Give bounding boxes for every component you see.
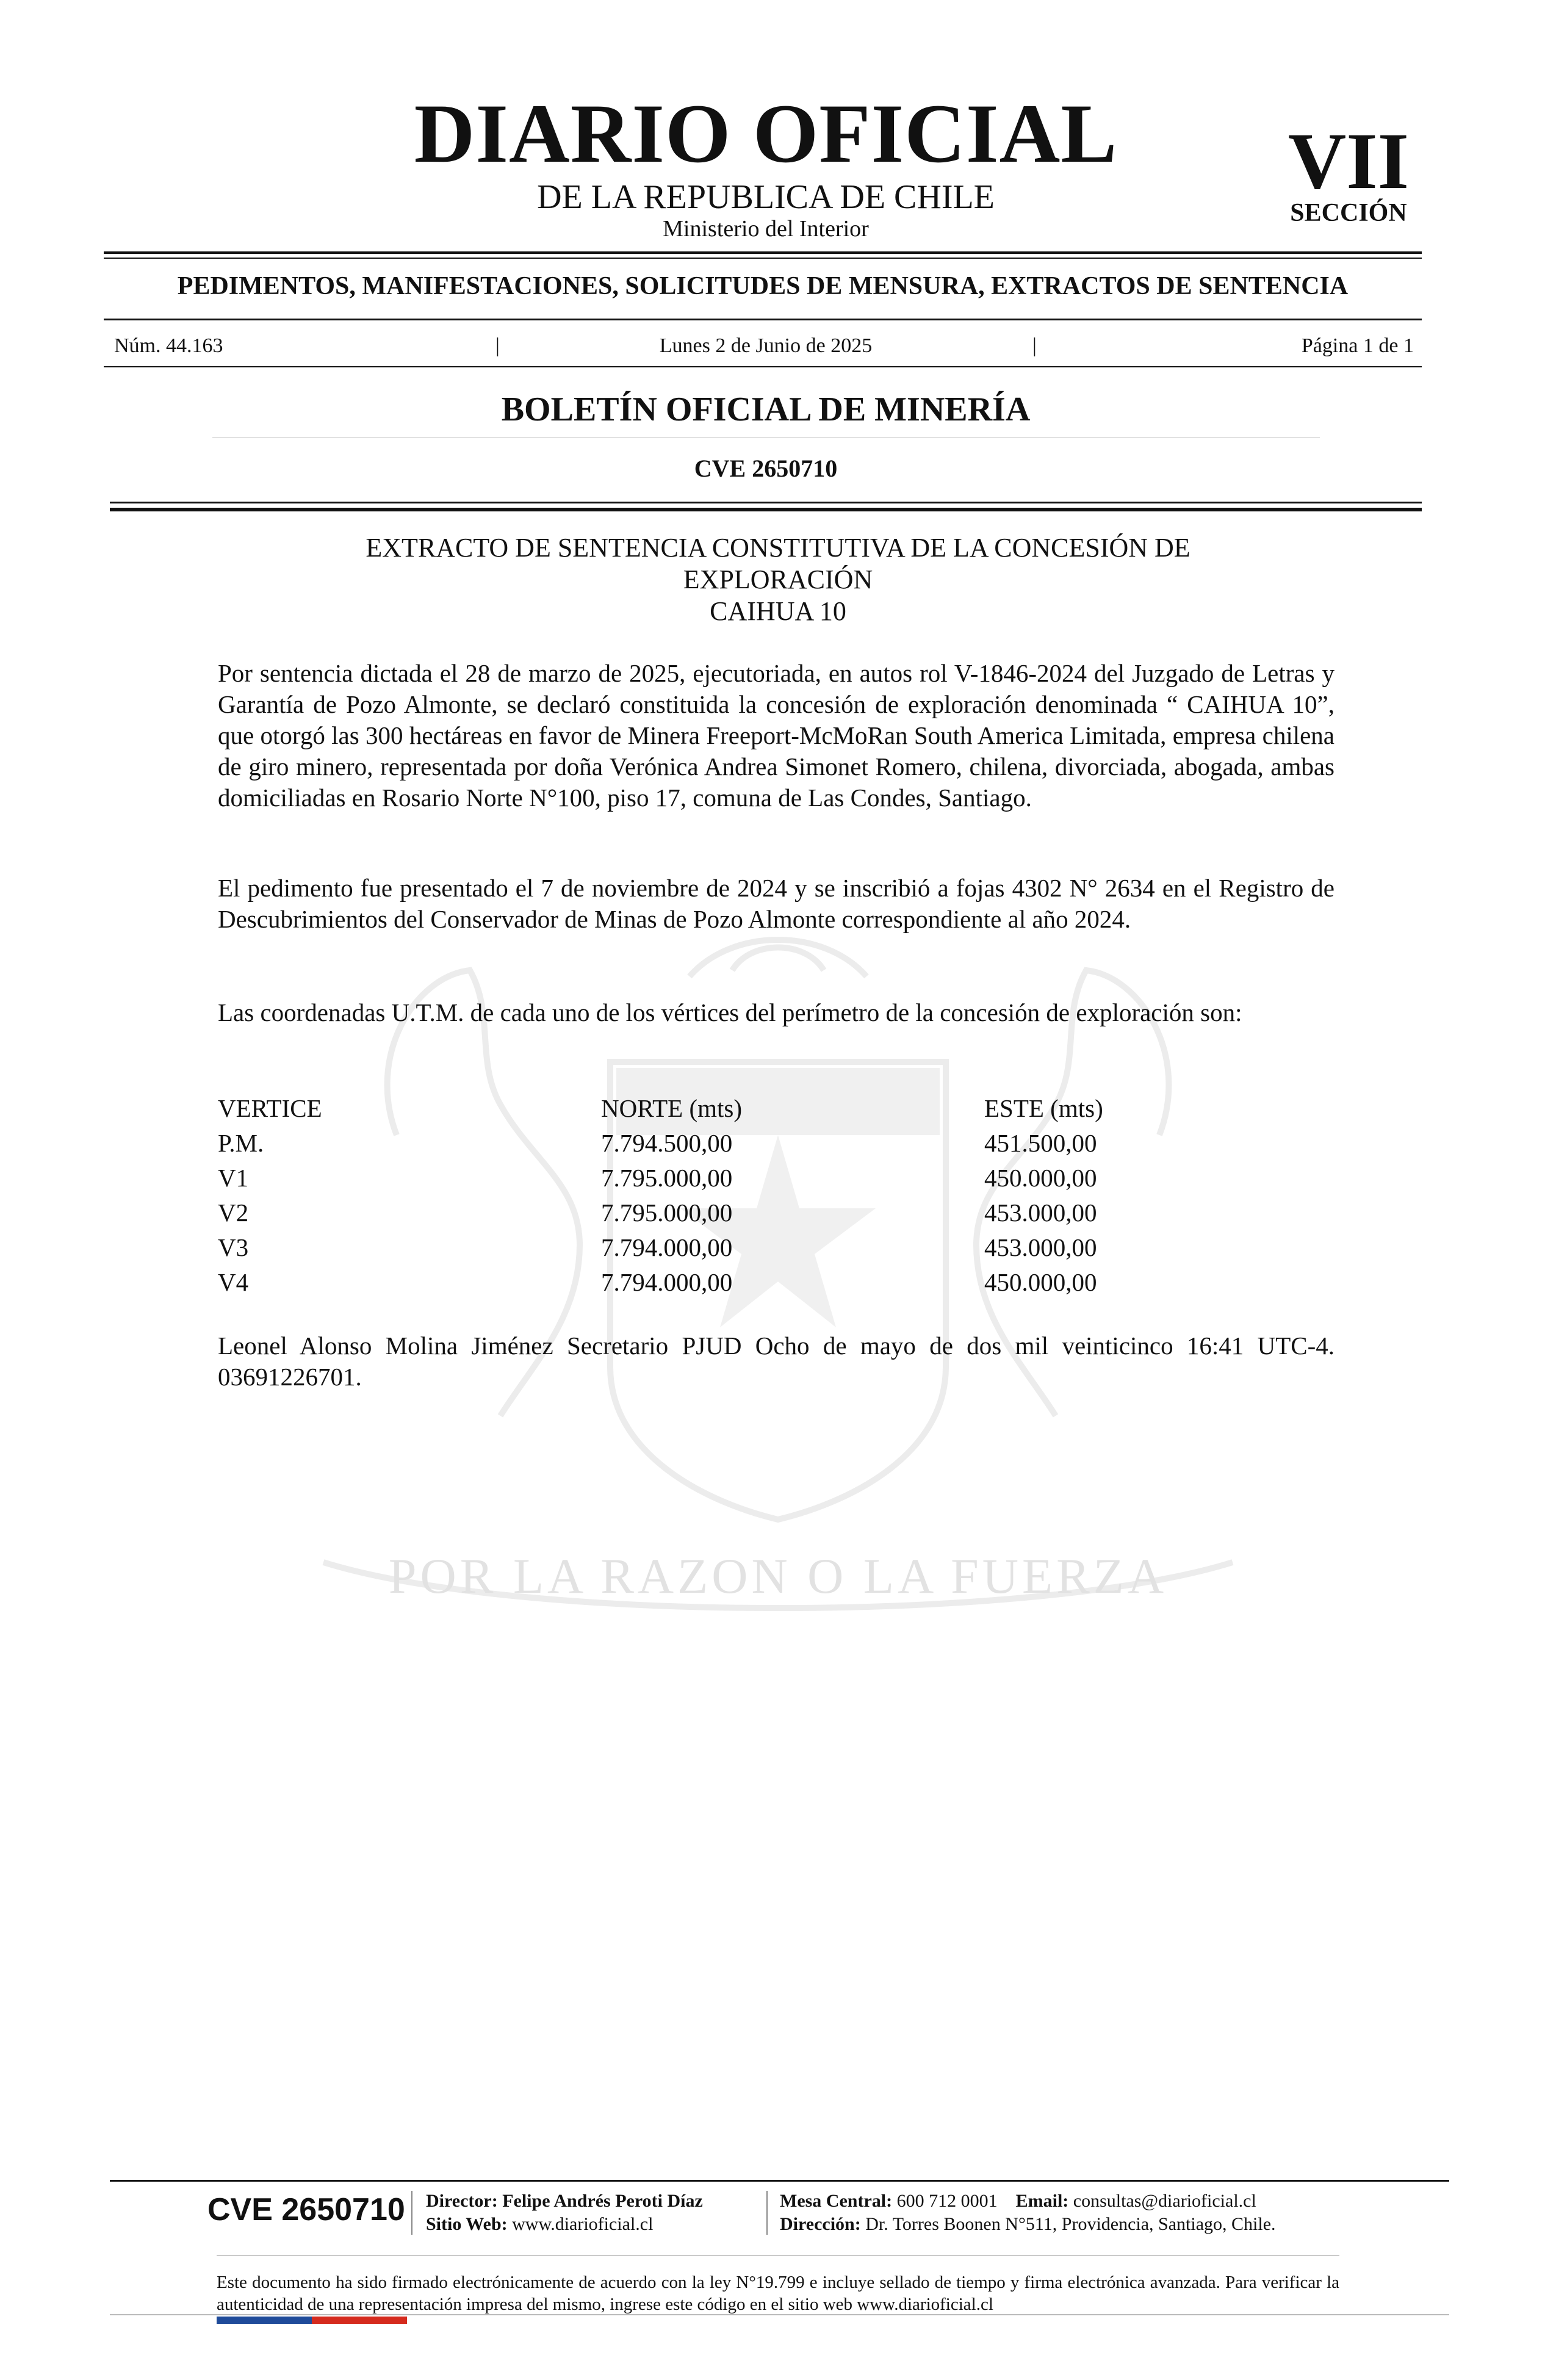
footer-divider bbox=[110, 2180, 1449, 2182]
header-divider-bottom bbox=[110, 508, 1422, 511]
flag-blue-segment bbox=[217, 2317, 312, 2324]
website-label: Sitio Web: bbox=[426, 2214, 508, 2234]
meta-divider bbox=[104, 366, 1422, 367]
column-header: VERTICE bbox=[218, 1094, 322, 1122]
north-cell: 7.794.000,00 bbox=[601, 1268, 733, 1296]
issue-number: Núm. 44.163 bbox=[114, 334, 223, 357]
table-row bbox=[218, 1126, 1334, 1161]
bulletin-underline bbox=[212, 437, 1320, 438]
email-link[interactable]: consultas@diarioficial.cl bbox=[1073, 2191, 1256, 2211]
coordinates-table bbox=[218, 1091, 1334, 1300]
footer-contact-block bbox=[780, 2190, 1276, 2236]
category-banner: PEDIMENTOS, MANIFESTACIONES, SOLICITUDES DE MENSURA, EXTRACTOS DE SENTENCIA bbox=[177, 272, 1349, 300]
footer-note-divider bbox=[217, 2255, 1339, 2256]
vertex-cell: V2 bbox=[218, 1199, 249, 1227]
masthead-divider-top bbox=[104, 251, 1422, 254]
document-heading-line: EXTRACTO DE SENTENCIA CONSTITUTIVA DE LA CONCESIÓN DE bbox=[366, 533, 1190, 563]
table-row bbox=[218, 1265, 1334, 1300]
phone-number: 600 712 0001 bbox=[896, 2191, 998, 2211]
page-indicator: Página 1 de 1 bbox=[1301, 334, 1414, 357]
footer-column-divider bbox=[411, 2191, 412, 2235]
east-cell: 450.000,00 bbox=[984, 1164, 1097, 1192]
east-cell: 453.000,00 bbox=[984, 1199, 1097, 1227]
coordinates-intro: Las coordenadas U.T.M. de cada uno de los vértices del perímetro de la concesión de exploración son: bbox=[218, 998, 1242, 1026]
section-label: SECCIÓN bbox=[1290, 199, 1407, 227]
bulletin-title: BOLETÍN OFICIAL DE MINERÍA bbox=[501, 391, 1031, 428]
director-label: Director: bbox=[426, 2191, 498, 2211]
section-number: VII bbox=[1288, 116, 1410, 206]
issue-separator: | bbox=[1032, 334, 1037, 357]
masthead-divider-bottom bbox=[104, 258, 1422, 259]
watermark-motto: POR LA RAZON O LA FUERZA bbox=[388, 1548, 1168, 1604]
registration-paragraph: El pedimento fue presentado el 7 de noviembre de 2024 y se inscribió a fojas 4302 N° 2634 en el Registro de Descubrimientos del Conservador de Minas de Pozo Almonte correspondiente al año 2024. bbox=[218, 874, 1334, 933]
east-cell: 450.000,00 bbox=[984, 1268, 1097, 1296]
table-row bbox=[218, 1161, 1334, 1195]
north-cell: 7.794.000,00 bbox=[601, 1233, 733, 1261]
signature-paragraph: Leonel Alonso Molina Jiménez Secretario PJUD Ocho de mayo de dos mil veinticinco 16:41 UTC-4. 03691226701. bbox=[218, 1332, 1334, 1391]
column-header: NORTE (mts) bbox=[601, 1094, 742, 1122]
document-heading bbox=[217, 532, 1339, 627]
newspaper-subtitle: DE LA REPUBLICA DE CHILE bbox=[537, 178, 995, 216]
ministry-label: Ministerio del Interior bbox=[663, 216, 869, 242]
footer-cve-code: CVE 2650710 bbox=[207, 2192, 405, 2227]
newspaper-title: DIARIO OFICIAL bbox=[414, 87, 1118, 180]
vertex-cell: V1 bbox=[218, 1164, 249, 1192]
flag-red-segment bbox=[312, 2317, 407, 2324]
sentence-paragraph: Por sentencia dictada el 28 de marzo de 2025, ejecutoriada, en autos rol V-1846-2024 del Juzgado de Letras y Garantía de Pozo Almonte, se declaró constituida la concesión de exploración denominada “ CAIHUA 10”, que otorgó las 300 hectáreas en favor de Minera Freeport-McMoRan South America Limitada, empresa chilena de giro minero, representada por doña Verónica Andrea Simonet Romero, chilena, divorciada, abogada, ambas domiciliadas en Rosario Norte N°100, piso 17, comuna de Las Condes, Santiago. bbox=[218, 659, 1334, 812]
issue-separator: | bbox=[495, 334, 500, 357]
table-row bbox=[218, 1195, 1334, 1230]
north-cell: 7.794.500,00 bbox=[601, 1129, 733, 1157]
table-row bbox=[218, 1230, 1334, 1265]
vertex-cell: V3 bbox=[218, 1233, 249, 1261]
footer-column-divider bbox=[766, 2191, 768, 2235]
address-text: Dr. Torres Boonen N°511, Providencia, Santiago, Chile. bbox=[865, 2214, 1276, 2234]
footer-bottom-divider bbox=[110, 2314, 1449, 2315]
footer-note: Este documento ha sido firmado electrónicamente de acuerdo con la ley N°19.799 e incluye sellado de tiempo y firma electrónica avanzada. Para verificar la autenticidad de una representación impresa del mismo, ingrese este código en el sitio web www.diarioficial.cl bbox=[217, 2273, 1339, 2314]
east-cell: 453.000,00 bbox=[984, 1233, 1097, 1261]
issue-date: Lunes 2 de Junio de 2025 bbox=[659, 334, 873, 357]
east-cell: 451.500,00 bbox=[984, 1129, 1097, 1157]
north-cell: 7.795.000,00 bbox=[601, 1199, 733, 1227]
header-divider-top bbox=[110, 502, 1422, 503]
address-label: Dirección: bbox=[780, 2214, 861, 2234]
north-cell: 7.795.000,00 bbox=[601, 1164, 733, 1192]
website-link[interactable]: www.diarioficial.cl bbox=[512, 2214, 654, 2234]
column-header: ESTE (mts) bbox=[984, 1094, 1103, 1122]
email-label: Email: bbox=[1015, 2191, 1069, 2211]
phone-label: Mesa Central: bbox=[780, 2191, 893, 2211]
vertex-cell: P.M. bbox=[218, 1129, 264, 1157]
director-name: Felipe Andrés Peroti Díaz bbox=[502, 2191, 703, 2211]
category-divider bbox=[104, 319, 1422, 320]
footer-director-block bbox=[426, 2190, 703, 2236]
document-heading-line: EXPLORACIÓN bbox=[683, 564, 873, 594]
vertex-cell: V4 bbox=[218, 1268, 249, 1296]
document-heading-line: CAIHUA 10 bbox=[710, 596, 846, 626]
flag-stripe bbox=[217, 2317, 407, 2324]
table-header-row bbox=[218, 1091, 1334, 1126]
cve-code: CVE 2650710 bbox=[694, 455, 838, 482]
